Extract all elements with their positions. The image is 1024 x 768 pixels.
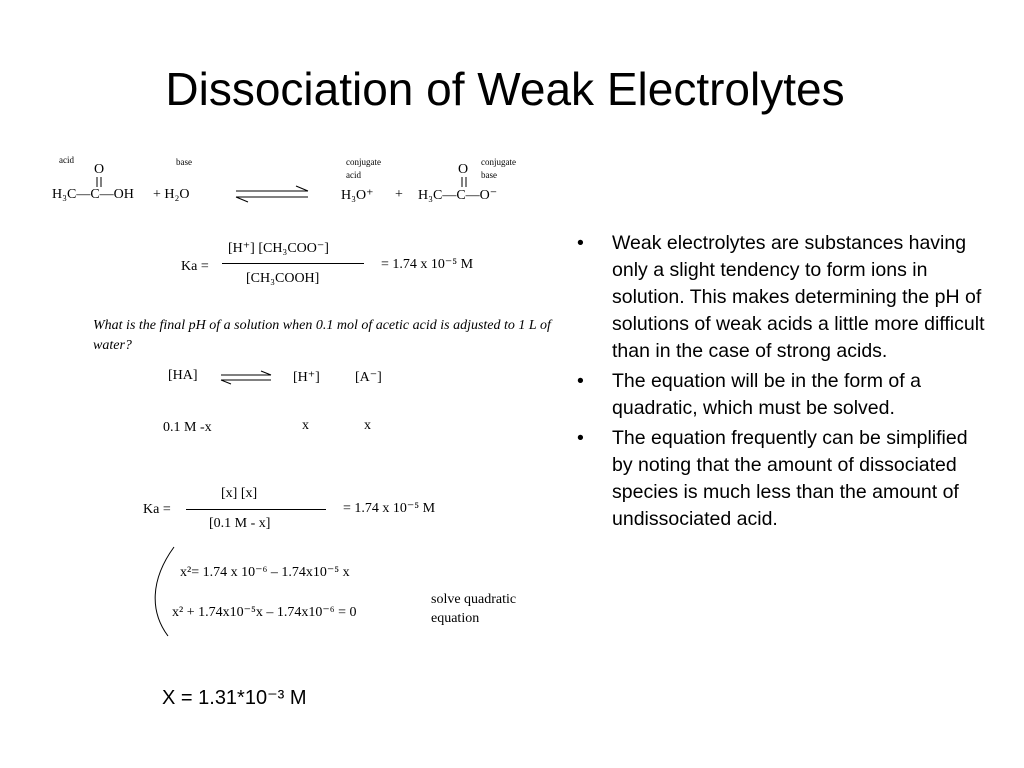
- bullet-text: The equation frequently can be simplified by noting that the amount of dissociated species is much less than the amount of undissociated acid.: [612, 427, 968, 530]
- solve-note-line1: solve quadratic: [431, 592, 517, 607]
- plus-sign: +: [395, 187, 403, 202]
- bullet-item: [575, 368, 985, 422]
- ka-value: = 1.74 x 10⁻⁵ M: [381, 257, 474, 272]
- water-formula: + H₂O: [153, 187, 190, 202]
- ice-h: [H⁺]: [293, 370, 320, 385]
- label-acid: acid: [59, 155, 74, 165]
- ka-numerator: [H⁺] [CH₃COO⁻]: [228, 241, 329, 256]
- ice-a: [A⁻]: [355, 370, 382, 385]
- solve-note-line2: equation: [431, 611, 480, 626]
- ka-substituted-label: Ka =: [143, 502, 171, 517]
- ice-conc-a: x: [364, 418, 371, 433]
- label-conjugate-base-line2: base: [481, 170, 497, 180]
- ka-label: Ka =: [181, 259, 209, 274]
- ice-ha: [HA]: [168, 368, 198, 383]
- ka-denominator: [CH₃COOH]: [246, 271, 320, 286]
- equilibrium-arrow-forward-head: [296, 186, 308, 191]
- equilibrium-arrow-reverse-head: [236, 197, 248, 202]
- bullet-item: [575, 230, 985, 365]
- curved-brace: [155, 547, 174, 636]
- ice-arrow-reverse-head: [221, 380, 231, 384]
- bullet-icon: •: [577, 232, 584, 254]
- slide-title: Dissociation of Weak Electrolytes: [165, 63, 845, 115]
- ice-conc-h: x: [302, 418, 309, 433]
- carbonyl-oxygen-base: O: [458, 162, 469, 177]
- label-conjugate-acid-line1: conjugate: [346, 157, 381, 167]
- bullet-list: [575, 230, 985, 536]
- label-base: base: [176, 157, 192, 167]
- ka-substituted-value: = 1.74 x 10⁻⁵ M: [343, 501, 436, 516]
- bullet-icon: •: [577, 370, 584, 392]
- ice-arrow-forward-head: [261, 371, 271, 375]
- bullet-item: [575, 425, 985, 533]
- bullet-text: Weak electrolytes are substances having only a slight tendency to form ions in solution. This makes determining the pH of solutions of weak acids a little more difficult than in the case of strong acids.: [612, 232, 985, 362]
- answer-text: X = 1.31*10⁻³ M: [162, 687, 307, 709]
- label-conjugate-base-line1: conjugate: [481, 157, 516, 167]
- carbonyl-oxygen-acid: O: [94, 162, 105, 177]
- ka-substituted-numerator: [x] [x]: [221, 486, 258, 501]
- ka-substituted-denominator: [0.1 M - x]: [209, 516, 271, 531]
- ice-conc-ha: 0.1 M -x: [163, 420, 212, 435]
- equation-step-1: x²= 1.74 x 10⁻⁶ – 1.74x10⁻⁵ x: [180, 565, 350, 580]
- hydronium-formula: H₃O⁺: [341, 188, 374, 203]
- acetate-formula: H₃C—C—O⁻: [418, 188, 498, 203]
- equation-step-2: x² + 1.74x10⁻⁵x – 1.74x10⁻⁶ = 0: [172, 605, 357, 620]
- question-text: What is the final pH of a solution when 0.1 mol of acetic acid is adjusted to 1 L of water?: [93, 318, 551, 353]
- acetic-acid-formula: H₃C—C—OH: [52, 187, 134, 202]
- bullet-text: The equation will be in the form of a quadratic, which must be solved.: [612, 370, 921, 419]
- label-conjugate-acid-line2: acid: [346, 170, 361, 180]
- bullet-icon: •: [577, 427, 584, 449]
